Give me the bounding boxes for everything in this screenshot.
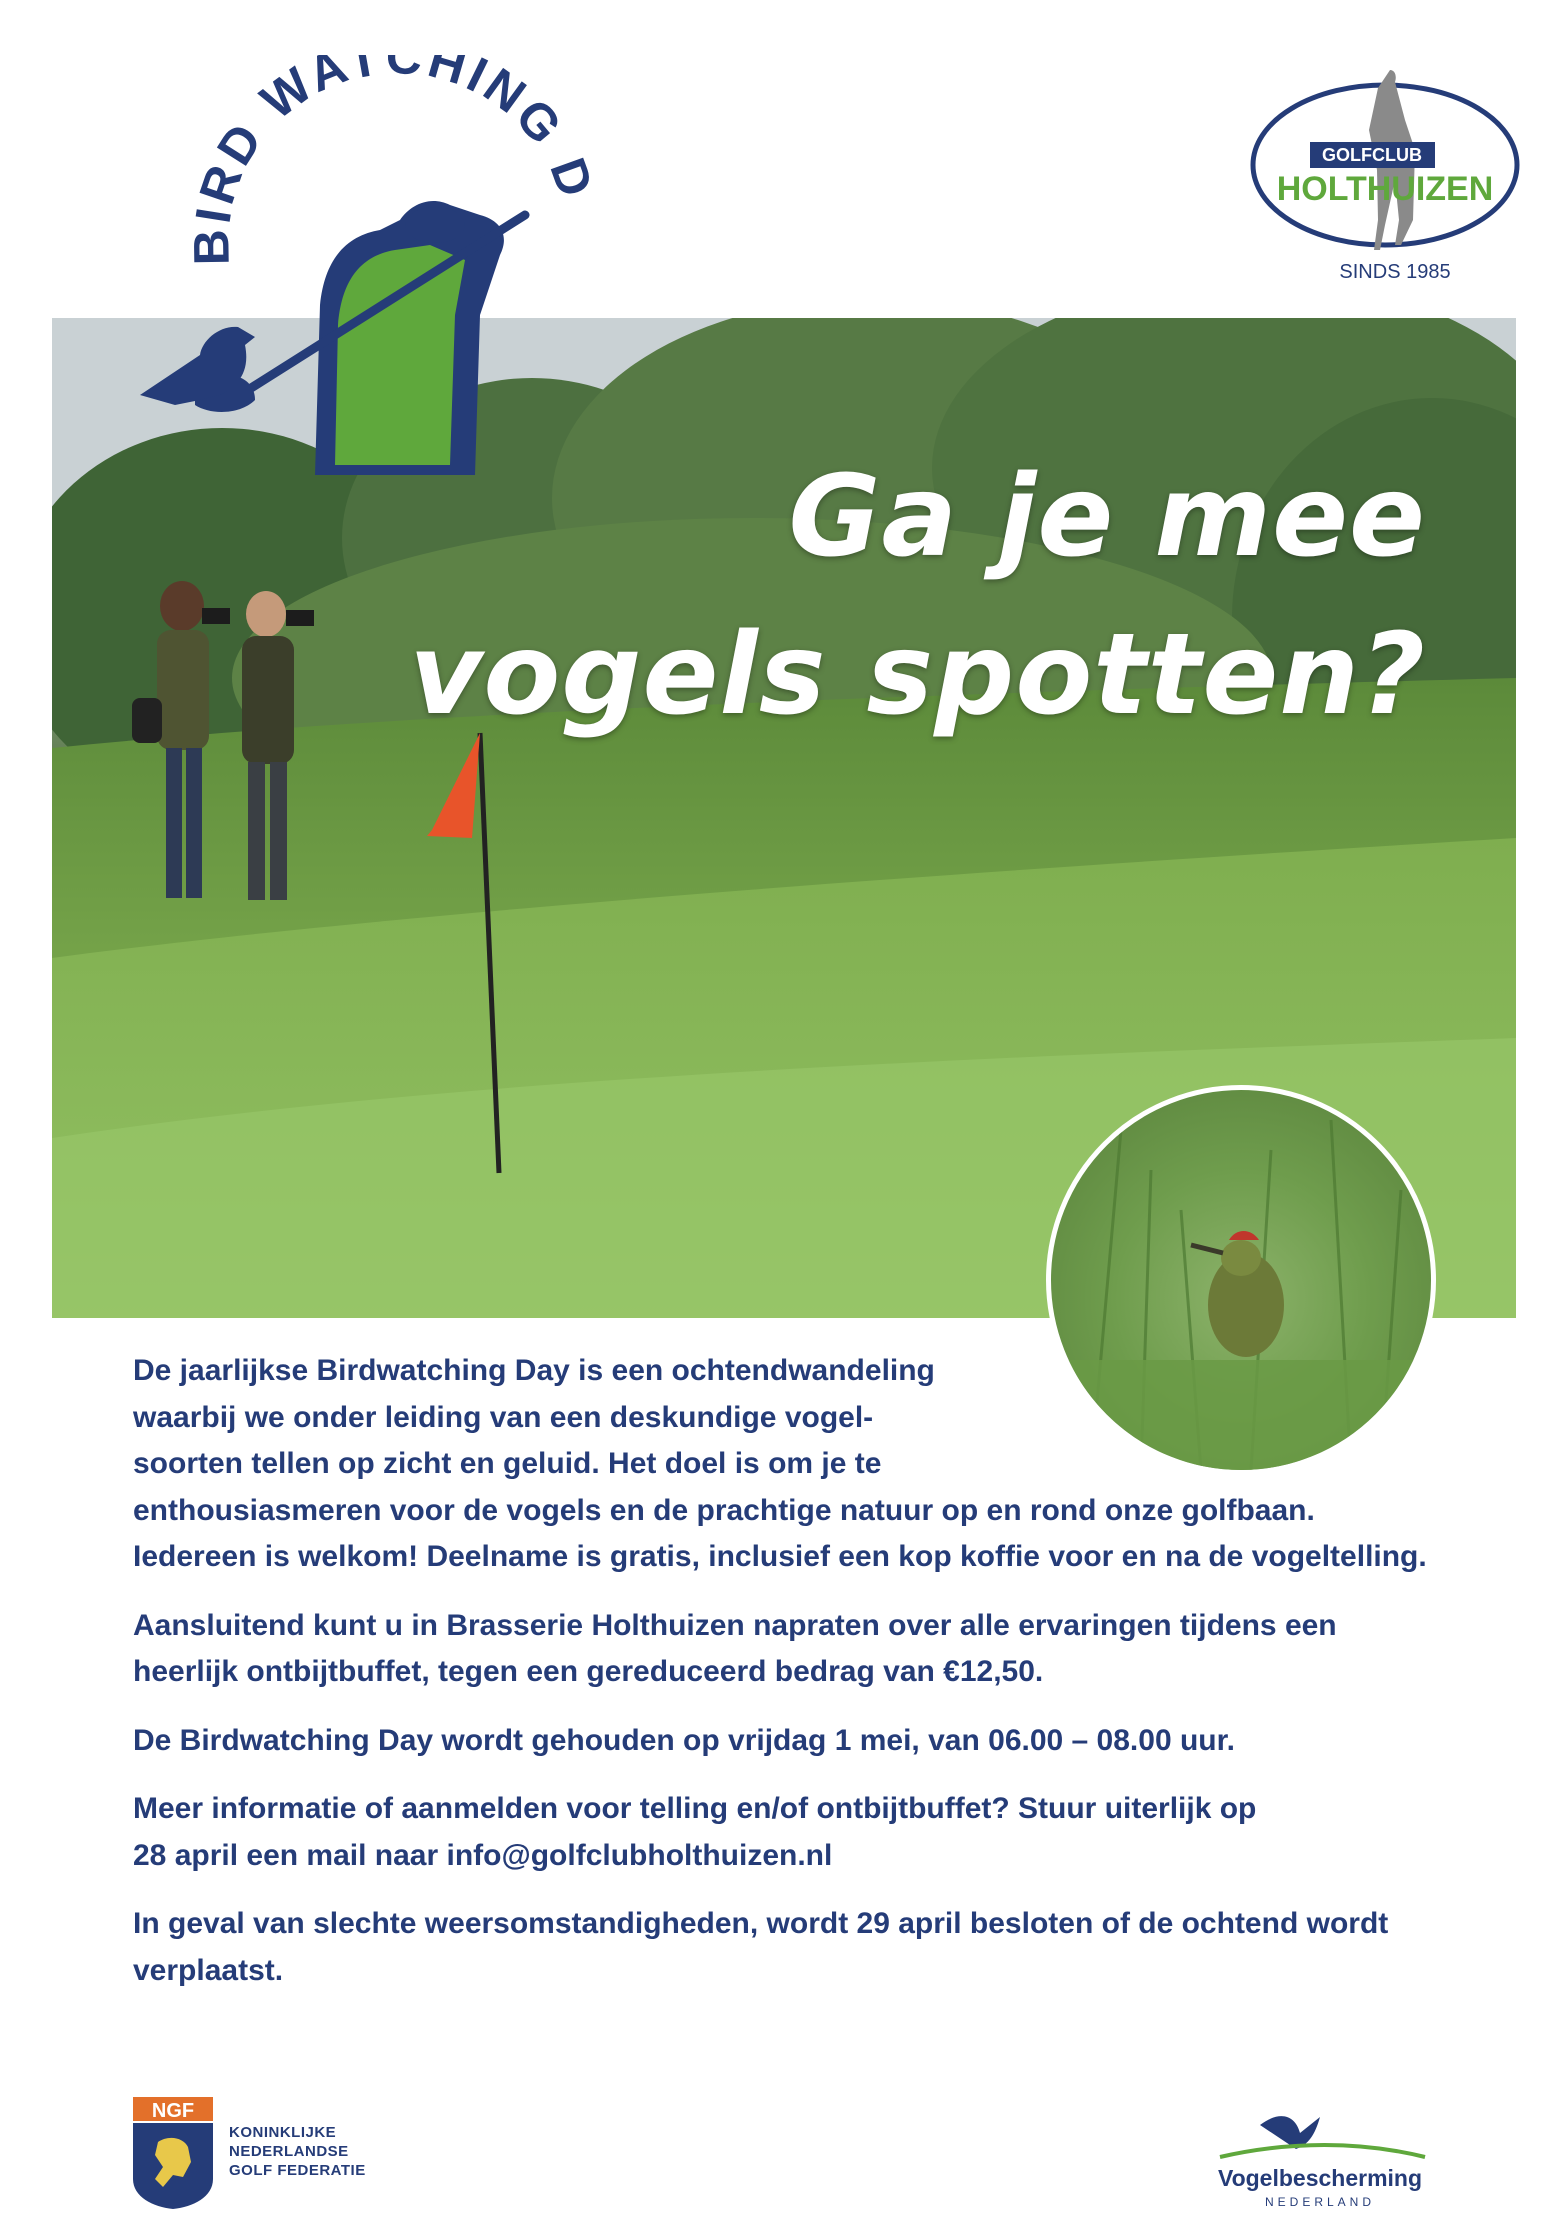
paragraph-date: De Birdwatching Day wordt gehouden op vrijdag 1 mei, van 06.00 – 08.00 uur. (133, 1723, 1235, 1757)
headline (409, 438, 1426, 754)
intro-line-3: soorten tellen op zicht en geluid. Het doel is om je te (133, 1447, 882, 1480)
contact-line-1: Meer informatie of aanmelden voor telling en/of ontbijtbuffet? Stuur uiterlijk op (133, 1792, 1257, 1825)
intro-rest: enthousiasmeren voor de vogels en de prachtige natuur op en rond onze golfbaan. Iedereen is welkom! Deelname is gratis, inclusief een kop koffie voor en na de vogeltelling. (133, 1493, 1427, 1573)
golfclub-holthuizen-logo (1245, 60, 1525, 300)
vb-name: Vogelbescherming (1217, 2165, 1423, 2191)
bird-watching-day-logo (80, 55, 640, 485)
ngf-abbrev: NGF (151, 2100, 195, 2122)
golfclub-label: GOLFCLUB (1322, 145, 1422, 165)
headline-line-1: Ga je mee (788, 452, 1426, 582)
paragraph-contact (133, 1786, 1433, 1879)
headline-line-2: vogels spotten? (409, 610, 1426, 740)
vogelbescherming-logo (1200, 2105, 1440, 2215)
logo-arc-text: BIRD WATCHING D (183, 55, 606, 266)
ngf-text (229, 2123, 366, 2180)
golfclub-since: SINDS 1985 (1339, 261, 1451, 283)
golfclub-name: HOLTHUIZEN (1276, 170, 1494, 208)
ngf-line-1: KONINKLIJKE (229, 2124, 337, 2141)
paragraph-brasserie: Aansluitend kunt u in Brasserie Holthuizen napraten over alle ervaringen tijdens een heerlijk ontbijtbuffet, tegen een gereduceerd bedrag van €12,50. (133, 1608, 1337, 1688)
intro-line-2: waarbij we onder leiding van een deskundige vogel- (133, 1400, 874, 1434)
ngf-line-2: NEDERLANDSE (229, 2143, 349, 2160)
paragraph-weather: In geval van slechte weersomstandigheden, wordt 29 april besloten of de ochtend wordt verplaatst. (133, 1907, 1389, 1987)
intro-line-1: De jaarlijkse Birdwatching Day is een ochtendwandeling (133, 1354, 935, 1387)
ngf-line-3: GOLF FEDERATIE (229, 2162, 366, 2179)
ngf-logo (133, 2097, 393, 2212)
svg-text:BIRD WATCHING DAY (80, 55, 606, 266)
body-text (133, 1348, 1433, 2016)
paragraph-intro (133, 1348, 1433, 1581)
vb-sub: NEDERLAND (1264, 2195, 1375, 2209)
contact-line-2[interactable]: 28 april een mail naar info@golfclubholthuizen.nl (133, 1838, 833, 1872)
